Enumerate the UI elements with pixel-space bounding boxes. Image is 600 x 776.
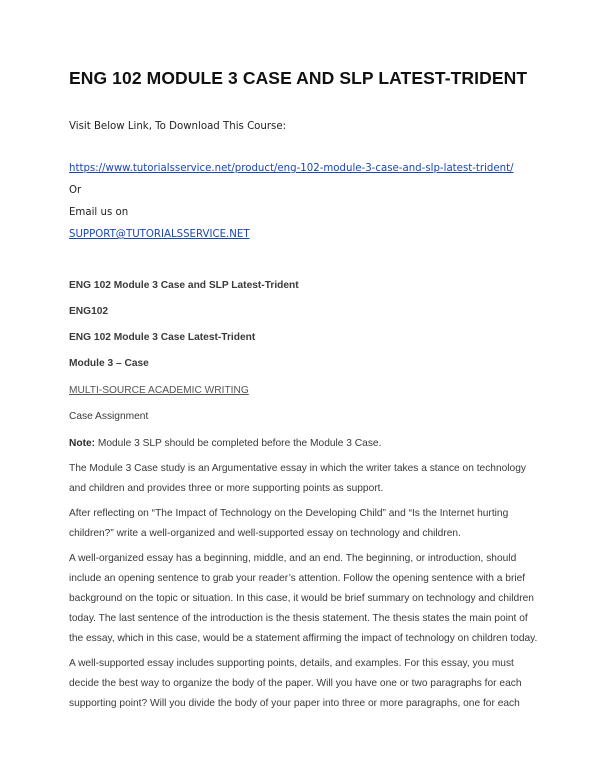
section-title: MULTI-SOURCE ACADEMIC WRITING [69,385,249,396]
course-download-link[interactable]: https://www.tutorialsservice.net/product/eng-102-module-3-case-and-slp-latest-trident/ [69,163,514,174]
support-email-link[interactable]: SUPPORT@TUTORIALSSERVICE.NET [69,229,250,240]
or-text: Or [69,185,82,196]
paragraph-line: After reflecting on “The Impact of Technology on the Developing Child” and “Is the Internet hurting [69,508,509,519]
email-prompt: Email us on [69,207,129,218]
heading-course-code: ENG102 [69,306,109,317]
paragraph-line: the essay, which in this case, would be a statement affirming the impact of technology on children today. [69,633,538,644]
paragraph-line: children?” write a well-organized and well-supported essay on technology and children. [69,528,461,539]
paragraph-line: The Module 3 Case study is an Argumentative essay in which the writer takes a stance on technology [69,463,526,474]
visit-text: Visit Below Link, To Download This Course: [69,121,287,132]
note-text: Module 3 SLP should be completed before the Module 3 Case. [95,438,382,449]
case-assignment-label: Case Assignment [69,411,149,422]
paragraph-line: supporting point? Will you divide the body of your paper into three or more paragraphs, one for each [69,698,520,709]
heading-module-case: ENG 102 Module 3 Case Latest-Trident [69,332,256,343]
note-label: Note: [69,438,96,449]
document-title: ENG 102 MODULE 3 CASE AND SLP LATEST-TRIDENT [69,68,528,88]
paragraph-line: include an opening sentence to grab your reader’s attention. Follow the opening sentence with a brief [69,573,526,584]
paragraph-line: A well-supported essay includes supporting points, details, and examples. For this essay, you must [69,658,514,669]
paragraph-line: background on the topic or situation. In this case, it would be brief summary on technology and children [69,593,534,604]
paragraph-line: decide the best way to organize the body of the paper. Will you have one or two paragraphs for each [69,678,522,689]
paragraph-line: and children and provides three or more supporting points as support. [69,483,384,494]
paragraph-line: today. The last sentence of the introduction is the thesis statement. The thesis states the main point of [69,613,528,624]
note-line [69,438,381,449]
paragraph-line: A well-organized essay has a beginning, middle, and an end. The beginning, or introduction, should [69,553,517,564]
heading-module-case-slp: ENG 102 Module 3 Case and SLP Latest-Trident [69,280,299,291]
heading-module-3-case: Module 3 – Case [69,358,149,369]
